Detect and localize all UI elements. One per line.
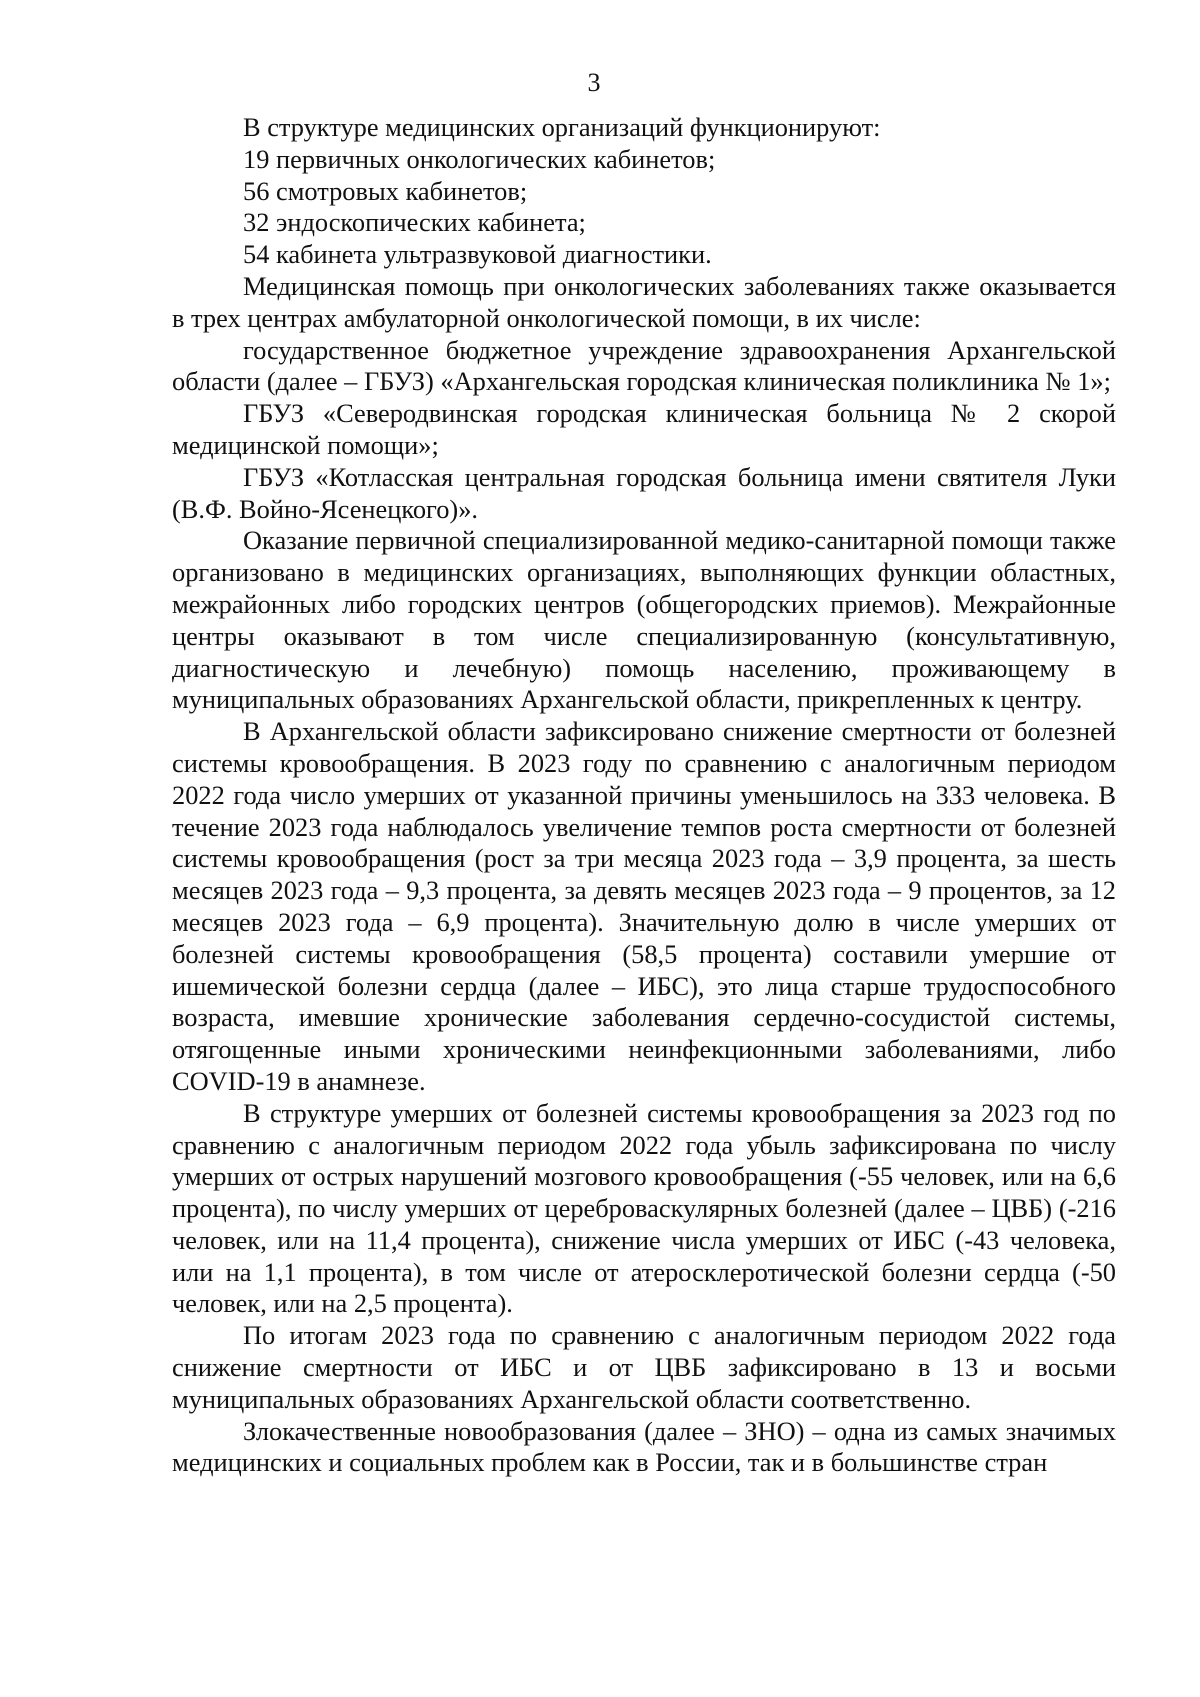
list-item-kotlas-hospital: ГБУЗ «Котласская центральная городская больница имени святителя Луки (В.Ф. Войно-Ясенецкого)». [172,461,1116,524]
paragraph-circulatory-mortality: В Архангельской области зафиксировано снижение смертности от болезней системы кровообращения. В 2023 году по сравнению с аналогичным периодом 2022 года число умерших от указанной причины уменьшилось на 333 человека. В течение 2023 года наблюдалось увеличение темпов роста смертности от болезней системы кровообращения (рост за три месяца 2023 года – 3,9 процента, за шесть месяцев 2023 года – 9,3 процента, за девять месяцев 2023 года – 9 процентов, за 12 месяцев 2023 года – 6,9 процента). Значительную долю в числе умерших от болезней системы кровообращения (58,5 процента) составили умершие от ишемической болезни сердца (далее – ИБС), это лица старше трудоспособного возраста, имевшие хронические заболевания сердечно-сосудистой системы, отягощенные иными хроническими неинфекционными заболеваниями, либо COVID-19 в анамнезе. [172,716,1116,1096]
paragraph-neoplasms: Злокачественные новообразования (далее – ЗНО) – одна из самых значимых медицинских и социальных проблем как в России, так и в большинстве стран [172,1415,1116,1478]
list-item-arkhangelsk-polyclinic: государственное бюджетное учреждение здравоохранения Архангельской области (далее – ГБУЗ) «Архангельская городская клиническая поликлиника № 1»; [172,334,1116,397]
paragraph-municipal-results: По итогам 2023 года по сравнению с аналогичным периодом 2022 года снижение смертности от ИБС и от ЦВБ зафиксировано в 13 и восьми муниципальных образованиях Архангельской области соответственно. [172,1320,1116,1414]
document-body [172,112,1116,1479]
paragraph-ambulatory-centers: Медицинская помощь при онкологических заболеваниях также оказывается в трех центрах амбулаторной онкологической помощи, в их числе: [172,270,1116,333]
list-item-severodvinsk-hospital: ГБУЗ «Северодвинская городская клиническая больница № 2 скорой медицинской помощи»; [172,398,1116,460]
page-number: 3 [587,68,601,97]
paragraph-specialized-care: Оказание первичной специализированной медико-санитарной помощи также организовано в медицинских организациях, выполняющих функции областных, межрайонных либо городских центров (общегородских приемов). Межрайонные центры оказывают в том числе специализированную (консультативную, диагностическую и лечебную) помощь населению, проживающему в муниципальных образованиях Архангельской области, прикрепленных к центру. [172,525,1116,715]
paragraph-mortality-structure: В структуре умерших от болезней системы кровообращения за 2023 год по сравнению с аналогичным периодом 2022 года убыль зафиксирована по числу умерших от острых нарушений мозгового кровообращения (-55 человек, или на 6,6 процента), по числу умерших от цереброваскулярных болезней (далее – ЦВБ) (-216 человек, или на 11,4 процента), снижение числа умерших от ИБС (-43 человека, или на 1,1 процента), в том числе от атеросклеротической болезни сердца (-50 человек, или на 2,5 процента). [172,1097,1116,1319]
list-item-screening-cabinets: 56 смотровых кабинетов; [243,175,528,206]
list-item-oncology-cabinets: 19 первичных онкологических кабинетов; [243,143,716,174]
list-item-endoscopy-cabinets: 32 эндоскопических кабинета; [243,207,586,238]
paragraph-structure-intro: В структуре медицинских организаций функционируют: [243,112,881,142]
list-item-ultrasound-cabinets: 54 кабинета ультразвуковой диагностики. [243,239,712,270]
